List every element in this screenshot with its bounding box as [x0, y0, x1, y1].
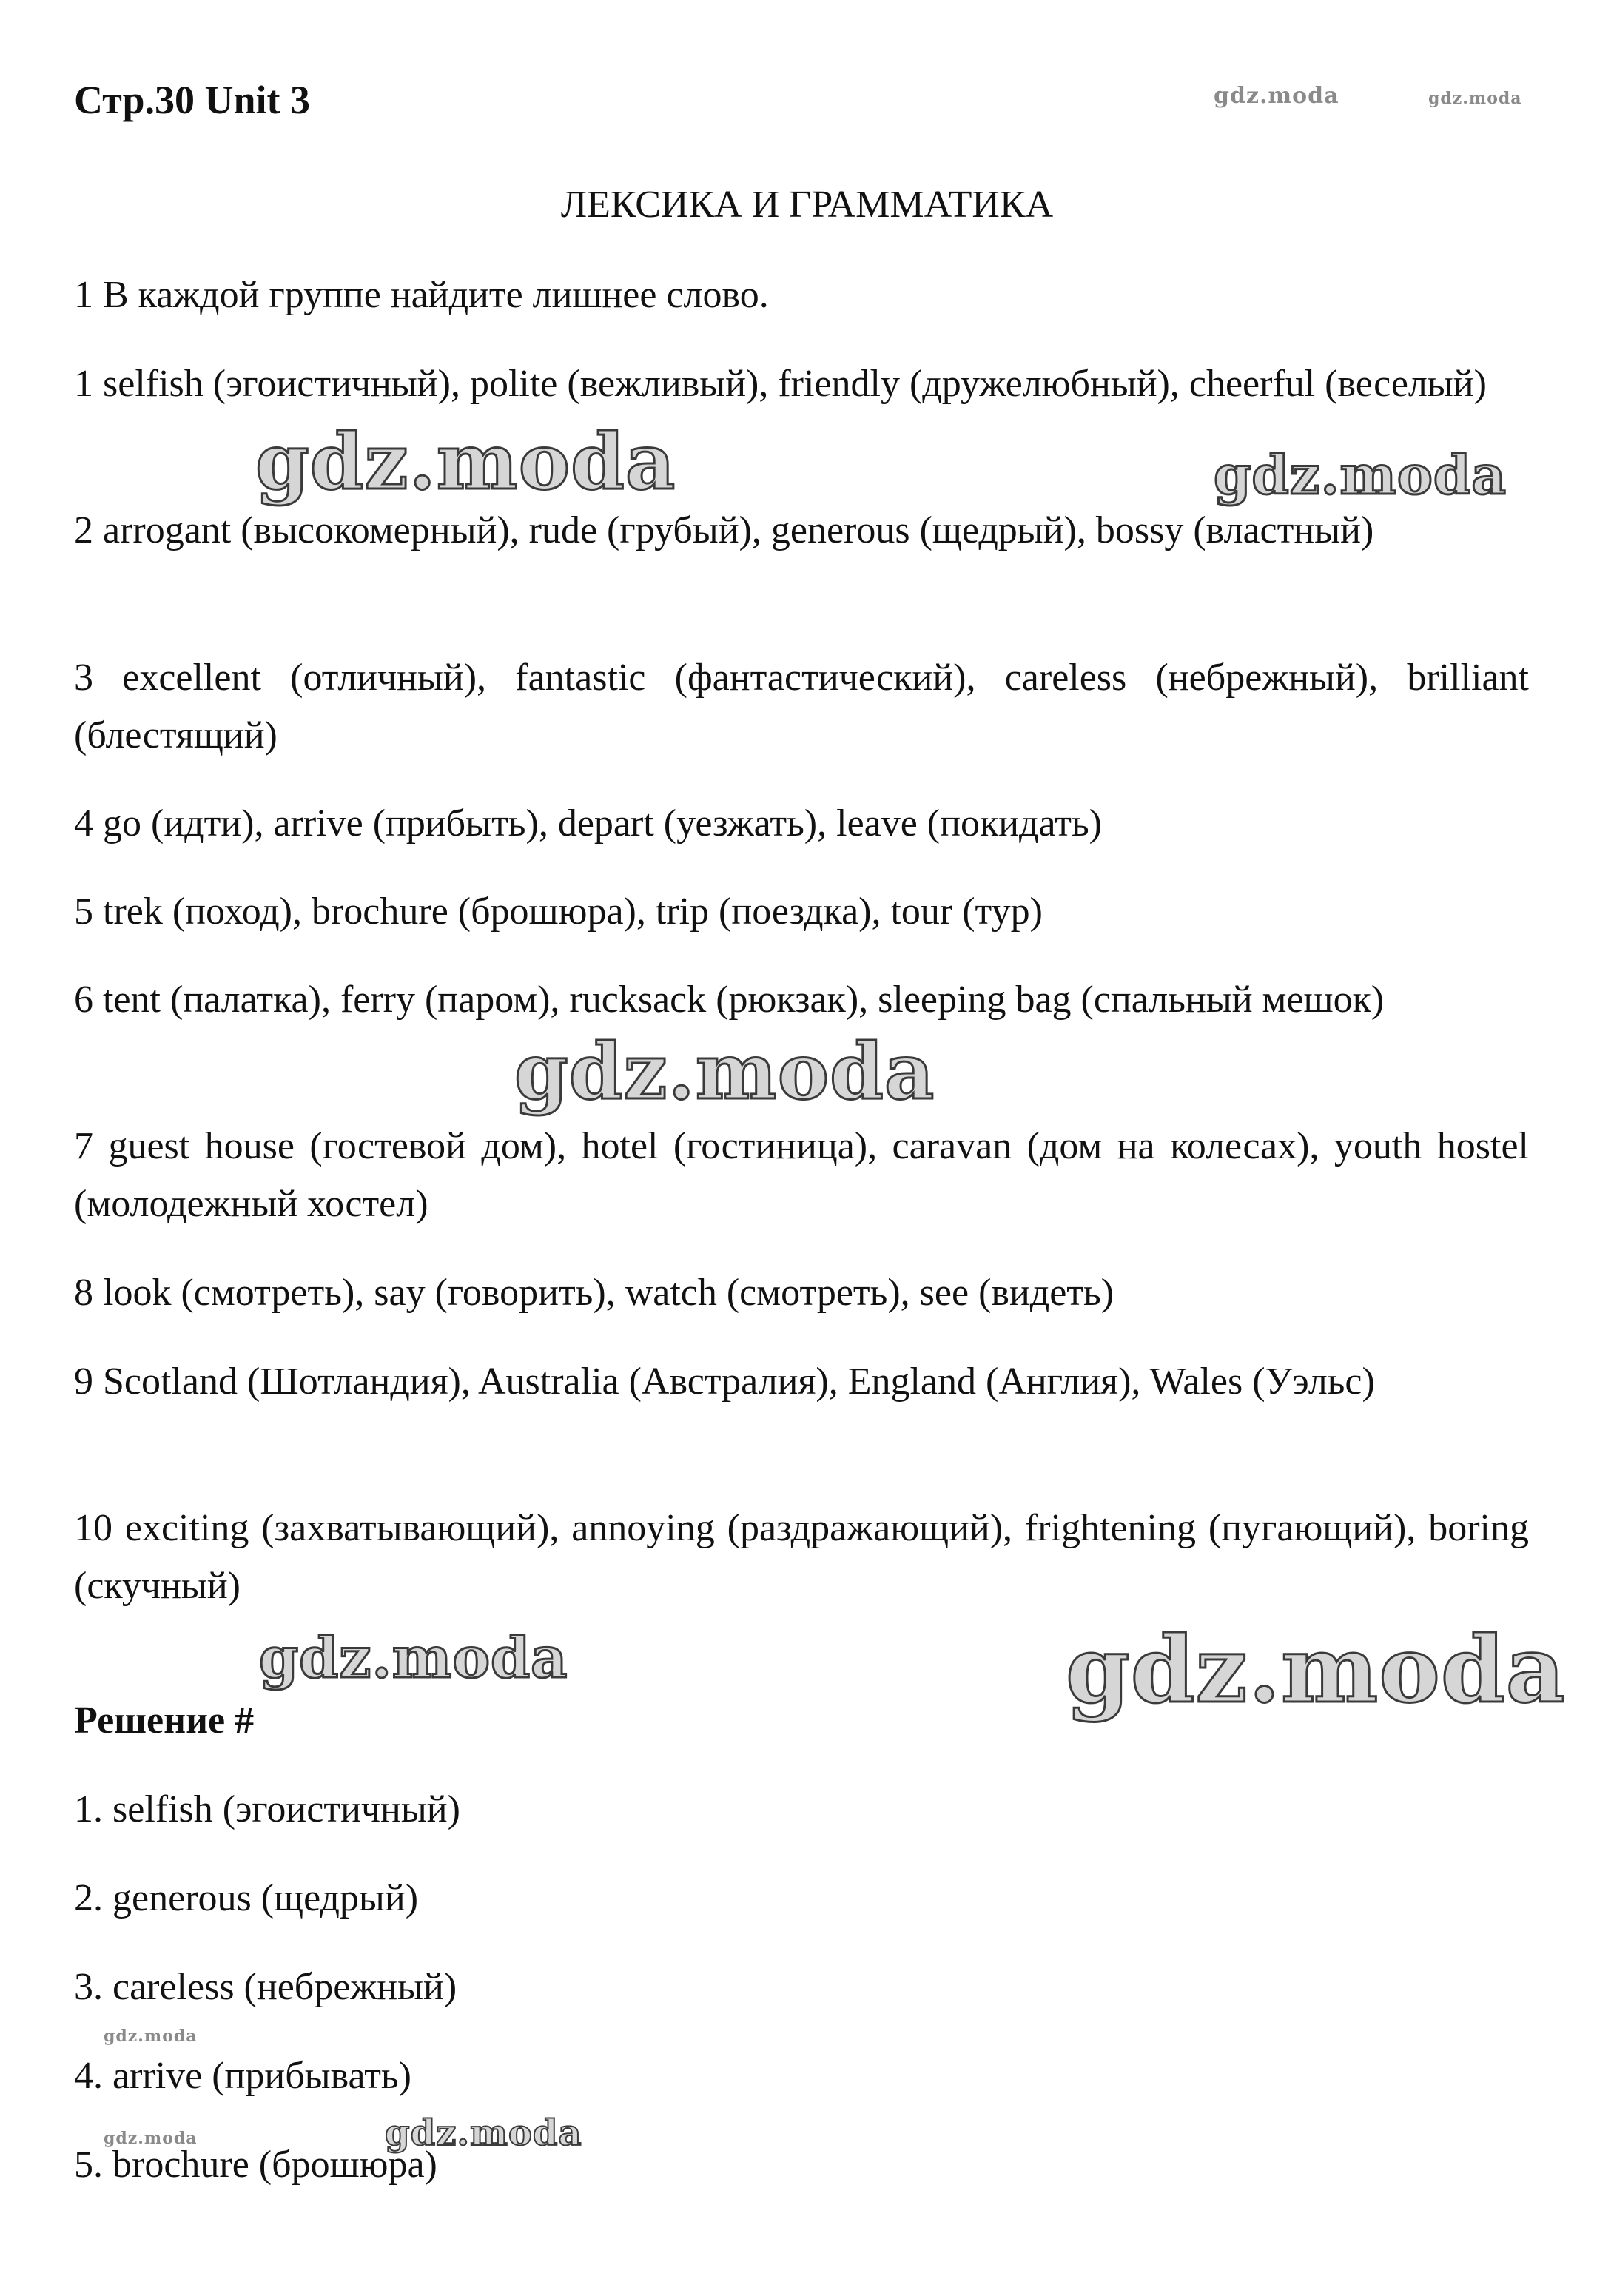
answer-5: 5. brochure (брошюра) [74, 2144, 437, 2186]
exercise-item-2: 2 arrogant (высокомерный), rude (грубый), generous (щедрый), bossy (властный) [74, 509, 1374, 551]
exercise-item-3: 3 excellent (отличный), fantastic (фантастический), careless (небрежный), brilliant (блестящий) [74, 657, 1529, 756]
exercise-item-7: 7 guest house (гостевой дом), hotel (гостиница), caravan (дом на колесах), youth hostel (молодежный хостел) [74, 1125, 1529, 1225]
exercise-item-1: 1 selfish (эгоистичный), polite (вежливый), friendly (дружелюбный), cheerful (веселый) [74, 363, 1487, 405]
exercise-item-10: 10 exciting (захватывающий), annoying (раздражающий), frightening (пугающий), boring (скучный) [74, 1507, 1529, 1607]
page-reference: Стр.30 Unit 3 [74, 78, 311, 122]
watermark: gdz.moda [1214, 443, 1507, 506]
answer-4: 4. arrive (прибывать) [74, 2055, 411, 2097]
watermark: gdz.moda [514, 1026, 935, 1117]
watermark: gdz.moda [1428, 89, 1522, 108]
watermark: gdz.moda [385, 2112, 582, 2154]
watermark: gdz.moda [255, 416, 676, 507]
watermark: gdz.moda [104, 2027, 198, 2046]
exercise-item-6: 6 tent (палатка), ferry (паром), rucksack (рюкзак), sleeping bag (спальный мешок) [74, 979, 1385, 1021]
exercise-instruction: 1 В каждой группе найдите лишнее слово. [74, 274, 769, 316]
watermark: gdz.moda [1214, 83, 1339, 109]
exercise-item-8: 8 look (смотреть), say (говорить), watch (смотреть), see (видеть) [74, 1272, 1114, 1314]
section-title: ЛЕКСИКА И ГРАММАТИКА [560, 184, 1054, 226]
exercise-item-4: 4 go (идти), arrive (прибыть), depart (уезжать), leave (покидать) [74, 802, 1102, 845]
answer-1: 1. selfish (эгоистичный) [74, 1788, 460, 1830]
watermark: gdz.moda [104, 2129, 198, 2148]
exercise-item-5: 5 trek (поход), brochure (брошюра), trip (поездка), tour (тур) [74, 890, 1043, 933]
exercise-item-9: 9 Scotland (Шотландия), Australia (Австралия), England (Англия), Wales (Уэльс) [74, 1360, 1375, 1403]
watermark: gdz.moda [1066, 1617, 1566, 1724]
answer-2: 2. generous (щедрый) [74, 1877, 419, 1919]
solution-title: Решение # [74, 1699, 255, 1742]
answer-3: 3. careless (небрежный) [74, 1966, 457, 2008]
watermark: gdz.moda [259, 1625, 568, 1691]
